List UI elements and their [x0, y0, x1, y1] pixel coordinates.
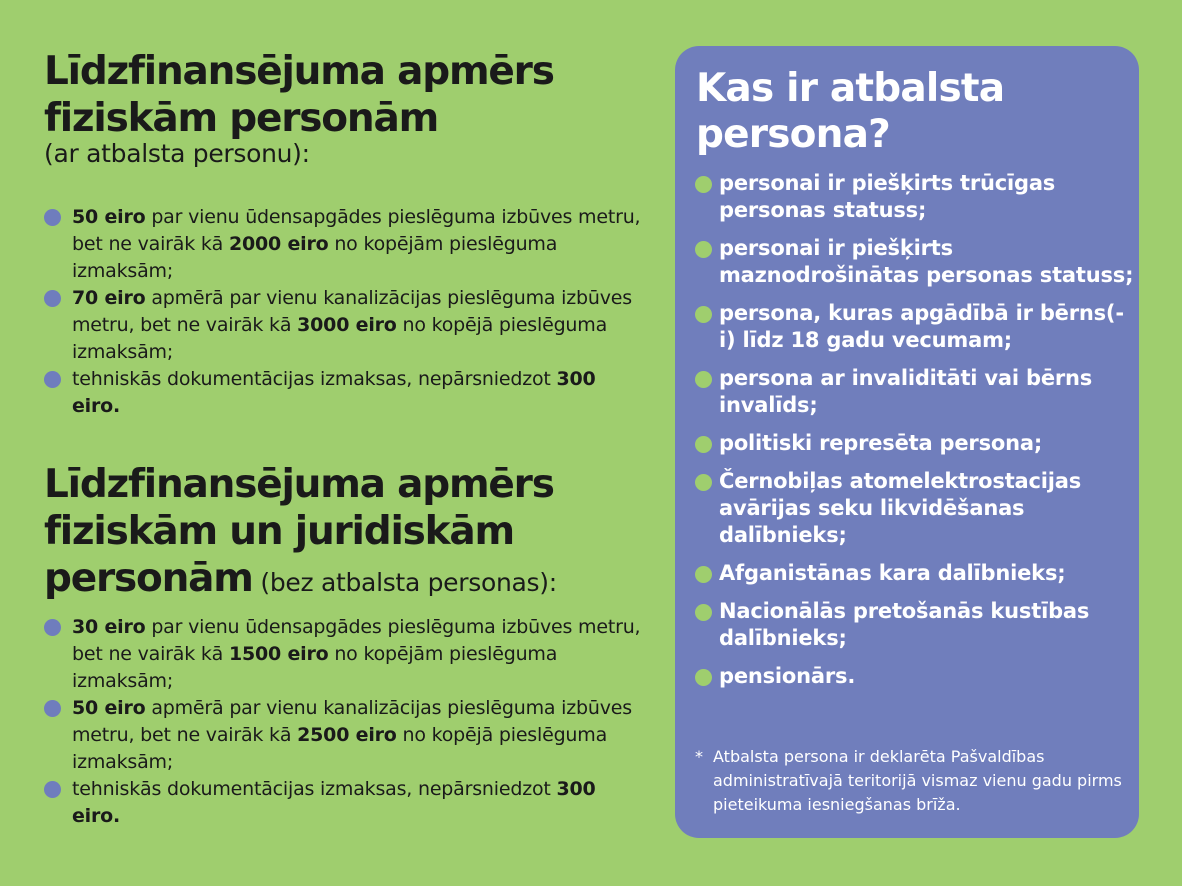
- section1-subtitle: (ar atbalsta personu):: [44, 139, 310, 168]
- bullet-icon: [695, 371, 712, 388]
- footnote: [695, 745, 1143, 817]
- list-item: persona ar invaliditāti vai bērns invalīds;: [695, 365, 1135, 419]
- list-item: Černobiļas atomelektrostacijas avārijas seku likvidēšanas dalībnieks;: [695, 468, 1135, 549]
- section2-title-line3: personām: [44, 556, 253, 601]
- section1-list: [44, 204, 644, 420]
- list-item: personai ir piešķirts trūcīgas personas statuss;: [695, 170, 1135, 224]
- list-item: Nacionālās pretošanās kustības dalībnieks;: [695, 598, 1135, 652]
- section2-list: [44, 614, 644, 830]
- panel-title-line2: persona?: [696, 112, 890, 157]
- section1-title-line2: fiziskām personām: [44, 96, 439, 141]
- section2-title: [44, 461, 644, 602]
- panel-title-line1: Kas ir atbalsta: [696, 66, 1005, 111]
- bullet-icon: [695, 241, 712, 258]
- list-item: 30 eiro par vienu ūdensapgādes pieslēguma izbūves metru, bet ne vairāk kā 1500 eiro no kopējām pieslēguma izmaksām;: [44, 614, 644, 695]
- bullet-icon: [44, 619, 61, 636]
- footnote-text: Atbalsta persona ir deklarēta Pašvaldības administratīvajā teritorijā vismaz vienu gadu pirms pieteikuma iesniegšanas brīža.: [713, 747, 1122, 814]
- panel-title: [696, 66, 1004, 158]
- list-item: 50 eiro apmērā par vienu kanalizācijas pieslēguma izbūves metru, bet ne vairāk kā 2500 eiro no kopējā pieslēguma izmaksām;: [44, 695, 644, 776]
- bullet-icon: [695, 604, 712, 621]
- list-item: politiski represēta persona;: [695, 430, 1135, 457]
- section1-title: [44, 48, 644, 142]
- list-item: 50 eiro par vienu ūdensapgādes pieslēguma izbūves metru, bet ne vairāk kā 2000 eiro no kopējām pieslēguma izmaksām;: [44, 204, 644, 285]
- bullet-icon: [695, 436, 712, 453]
- list-item: persona, kuras apgādībā ir bērns(-i) līdz 18 gadu vecumam;: [695, 300, 1135, 354]
- list-item: tehniskās dokumentācijas izmaksas, nepārsniedzot 300 eiro.: [44, 366, 644, 420]
- section2-subtitle: (bez atbalsta personas):: [252, 568, 557, 597]
- bullet-icon: [44, 371, 61, 388]
- bullet-icon: [44, 209, 61, 226]
- bullet-icon: [44, 781, 61, 798]
- list-item: tehniskās dokumentācijas izmaksas, nepārsniedzot 300 eiro.: [44, 776, 644, 830]
- bullet-icon: [44, 700, 61, 717]
- section2-title-line2: fiziskām un juridiskām: [44, 509, 514, 554]
- bullet-icon: [695, 306, 712, 323]
- section2-title-line1: Līdzfinansējuma apmērs: [44, 462, 554, 507]
- section1-title-line1: Līdzfinansējuma apmērs: [44, 49, 554, 94]
- list-item: personai ir piešķirts maznodrošinātas personas statuss;: [695, 235, 1135, 289]
- bullet-icon: [695, 669, 712, 686]
- panel-list: [695, 170, 1135, 701]
- bullet-icon: [44, 290, 61, 307]
- bullet-icon: [695, 566, 712, 583]
- left-column: [44, 48, 644, 830]
- support-person-panel: [675, 46, 1139, 838]
- bullet-icon: [695, 474, 712, 491]
- list-item: Afganistānas kara dalībnieks;: [695, 560, 1135, 587]
- bullet-icon: [695, 176, 712, 193]
- list-item: 70 eiro apmērā par vienu kanalizācijas pieslēguma izbūves metru, bet ne vairāk kā 3000 eiro no kopējā pieslēguma izmaksām;: [44, 285, 644, 366]
- footnote-star: *: [695, 747, 703, 766]
- list-item: pensionārs.: [695, 663, 1135, 690]
